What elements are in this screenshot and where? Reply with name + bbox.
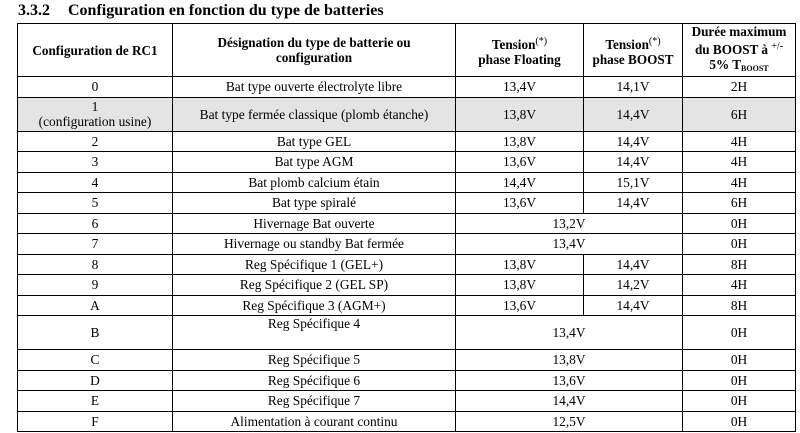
cell-floating: 13,8V <box>456 131 584 152</box>
table-row <box>18 350 796 371</box>
cell-floating: 13,4V <box>456 77 584 98</box>
cell-designation: Bat type fermée classique (plomb étanche) <box>173 97 456 131</box>
header-floating-mark: (*) <box>535 35 548 47</box>
cell-duree: 6H <box>683 193 796 214</box>
header-floating-line2: phase Floating <box>478 51 561 67</box>
header-duree-sub: BOOST <box>741 64 769 73</box>
table-header-row <box>18 24 796 77</box>
table-row <box>18 295 796 316</box>
cell-designation: Bat type ouverte électrolyte libre <box>173 77 456 98</box>
battery-config-table <box>17 23 796 432</box>
cell-config: 5 <box>18 193 173 214</box>
cell-boost: 14,4V <box>584 295 683 316</box>
header-floating <box>456 24 584 77</box>
cell-duree: 8H <box>683 295 796 316</box>
cell-duree: 6H <box>683 97 796 131</box>
header-duree <box>683 24 796 77</box>
cell-config: 3 <box>18 152 173 173</box>
header-designation-line2: configuration <box>275 50 353 65</box>
cell-boost: 14,4V <box>584 131 683 152</box>
cell-designation: Bat type spiralé <box>173 193 456 214</box>
section-heading <box>18 2 384 20</box>
cell-duree: 0H <box>683 213 796 234</box>
cell-designation: Bat type AGM <box>173 152 456 173</box>
cell-duree: 4H <box>683 131 796 152</box>
cell-duree: 0H <box>683 234 796 255</box>
header-duree-line3: 5% T <box>709 57 742 72</box>
table-row <box>18 391 796 412</box>
cell-duree: 2H <box>683 77 796 98</box>
cell-designation: Bat type GEL <box>173 131 456 152</box>
cell-tension-merged: 13,4V <box>456 316 683 350</box>
cell-duree: 0H <box>683 370 796 391</box>
cell-designation: Hivernage ou standby Bat fermée <box>173 234 456 255</box>
header-designation <box>173 24 456 77</box>
cell-designation: Alimentation à courant continu <box>173 411 456 432</box>
cell-config: D <box>18 370 173 391</box>
cell-boost: 14,4V <box>584 152 683 173</box>
cell-designation: Reg Spécifique 2 (GEL SP) <box>173 275 456 296</box>
cell-designation: Reg Spécifique 3 (AGM+) <box>173 295 456 316</box>
table-row <box>18 370 796 391</box>
cell-config-note: (configuration usine) <box>38 114 152 129</box>
cell-floating: 13,6V <box>456 295 584 316</box>
cell-duree: 8H <box>683 254 796 275</box>
cell-designation: Hivernage Bat ouverte <box>173 213 456 234</box>
cell-designation: Reg Spécifique 7 <box>173 391 456 412</box>
table-row <box>18 152 796 173</box>
cell-tension-merged: 14,4V <box>456 391 683 412</box>
table-row <box>18 254 796 275</box>
cell-config <box>18 97 173 131</box>
table-row <box>18 316 796 350</box>
section-number: 3.3.2 <box>18 2 50 19</box>
table-row <box>18 193 796 214</box>
table-row <box>18 131 796 152</box>
cell-boost: 14,1V <box>584 77 683 98</box>
header-duree-line2: du BOOST à <box>694 42 772 57</box>
cell-boost: 14,4V <box>584 254 683 275</box>
cell-boost: 15,1V <box>584 172 683 193</box>
cell-floating: 13,8V <box>456 97 584 131</box>
cell-boost: 14,4V <box>584 193 683 214</box>
cell-config: E <box>18 391 173 412</box>
section-title: Configuration en fonction du type de batteries <box>68 2 384 19</box>
header-designation-line1: Désignation du type de batterie ou <box>217 35 411 50</box>
cell-tension-merged: 13,2V <box>456 213 683 234</box>
table-row <box>18 234 796 255</box>
cell-designation: Reg Spécifique 1 (GEL+) <box>173 254 456 275</box>
cell-floating: 13,8V <box>456 254 584 275</box>
cell-tension-merged: 13,8V <box>456 350 683 371</box>
cell-designation: Bat plomb calcium étain <box>173 172 456 193</box>
cell-duree: 4H <box>683 275 796 296</box>
cell-config: 8 <box>18 254 173 275</box>
cell-boost: 14,2V <box>584 275 683 296</box>
table-row-highlighted <box>18 97 796 131</box>
cell-config: 6 <box>18 213 173 234</box>
table-row <box>18 213 796 234</box>
cell-boost: 14,4V <box>584 97 683 131</box>
cell-floating: 13,6V <box>456 193 584 214</box>
table-row <box>18 275 796 296</box>
cell-duree: 4H <box>683 152 796 173</box>
cell-duree: 0H <box>683 350 796 371</box>
header-boost-line2: phase BOOST <box>592 51 674 67</box>
cell-duree: 4H <box>683 172 796 193</box>
header-config: Configuration de RC1 <box>18 24 173 77</box>
cell-duree: 0H <box>683 316 796 350</box>
table-row <box>18 411 796 432</box>
cell-config: B <box>18 316 173 350</box>
cell-designation: Reg Spécifique 5 <box>173 350 456 371</box>
cell-floating: 13,8V <box>456 275 584 296</box>
table-row <box>18 172 796 193</box>
cell-tension-merged: 13,4V <box>456 234 683 255</box>
cell-config: A <box>18 295 173 316</box>
header-boost-mark: (*) <box>648 35 661 47</box>
cell-config: 7 <box>18 234 173 255</box>
cell-config-value: 1 <box>91 99 99 114</box>
cell-duree: 0H <box>683 411 796 432</box>
cell-config: 2 <box>18 131 173 152</box>
cell-floating: 14,4V <box>456 172 584 193</box>
header-boost <box>584 24 683 77</box>
cell-config: F <box>18 411 173 432</box>
cell-tension-merged: 12,5V <box>456 411 683 432</box>
cell-config: 4 <box>18 172 173 193</box>
cell-config: 9 <box>18 275 173 296</box>
header-floating-word: Tension <box>491 36 536 52</box>
header-boost-word: Tension <box>605 36 649 52</box>
cell-designation: Reg Spécifique 6 <box>173 370 456 391</box>
cell-config: C <box>18 350 173 371</box>
table-row <box>18 77 796 98</box>
header-duree-plusminus: +/- <box>771 41 784 52</box>
cell-duree: 0H <box>683 391 796 412</box>
cell-tension-merged: 13,6V <box>456 370 683 391</box>
cell-floating: 13,6V <box>456 152 584 173</box>
cell-designation: Reg Spécifique 4 <box>173 316 456 350</box>
header-duree-line1: Durée maximum <box>691 24 787 39</box>
cell-config: 0 <box>18 77 173 98</box>
